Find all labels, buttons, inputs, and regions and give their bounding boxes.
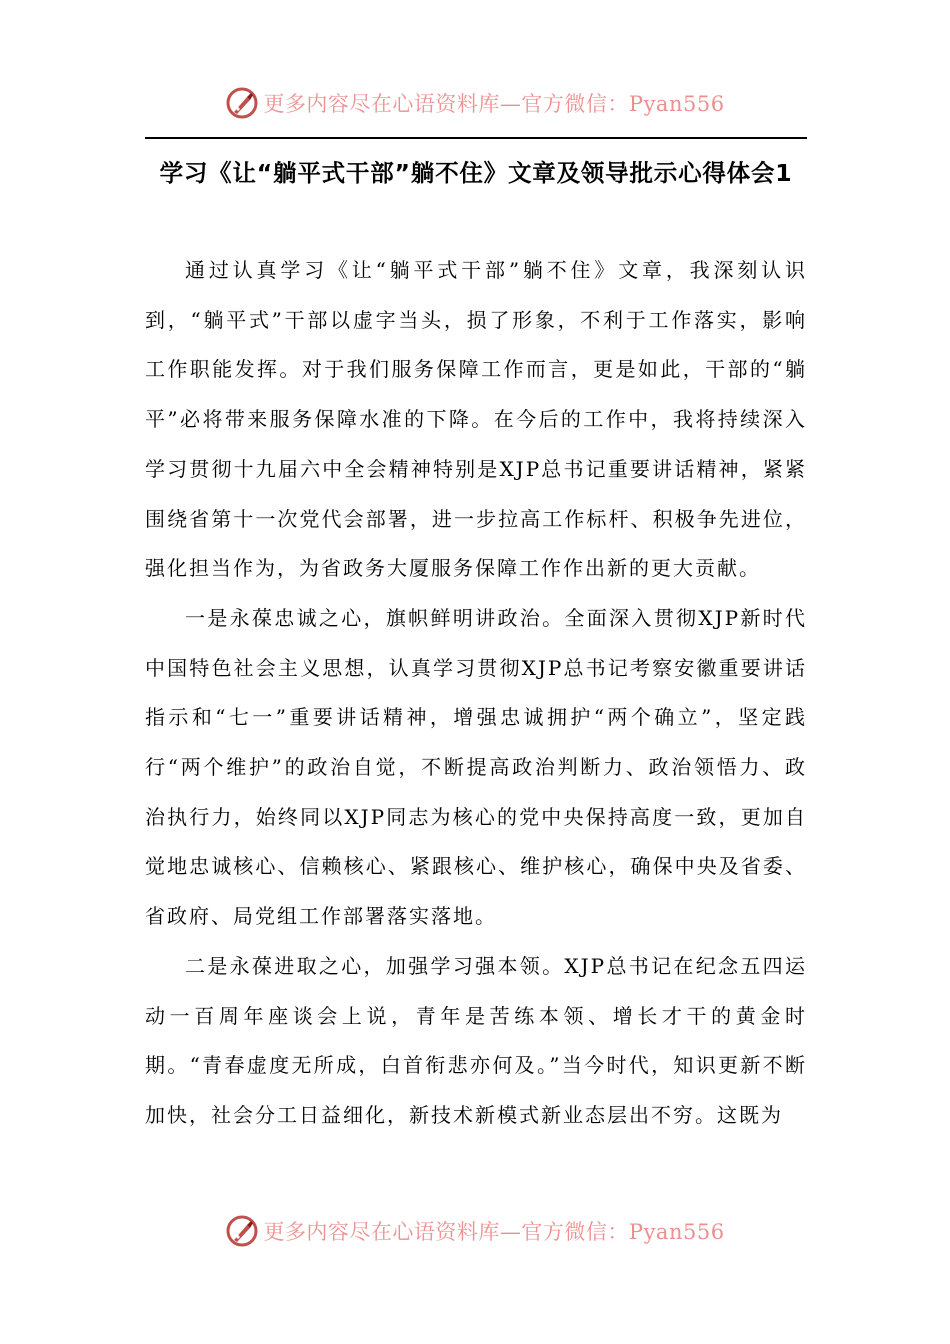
fountain-pen-logo-icon — [225, 1214, 259, 1248]
paragraph-3: 二是永葆进取之心，加强学习强本领。XJP总书记在纪念五四运动一百周年座谈会上说，青年是苦练本领、增长才干的黄金时期。“青春虚度无所成，白首衔悲亦何及。”当今时代，知识更新不断加快，社会分工日益细化，新技术新模式新业态层出不穷。这既为 — [145, 953, 807, 1127]
header-rule — [145, 137, 807, 139]
paragraph-1: 通过认真学习《让“躺平式干部”躺不住》文章，我深刻认识到，“躺平式”干部以虚字当头，损了形象，不利于工作落实，影响工作职能发挥。对于我们服务保障工作而言，更是如此，干部的“躺平”必将带来服务保障水准的下降。在今后的工作中，我将持续深入学习贯彻十九届六中全会精神特别是XJP总书记重要讲话精神，紧紧围绕省第十一次党代会部署，进一步拉高工作标杆、积极争先进位，强化担当作为，为省政务大厦服务保障工作作出新的更大贡献。 — [145, 258, 807, 581]
header-watermark-banner — [0, 81, 950, 125]
document-body — [145, 246, 807, 1141]
watermark-text: 更多内容尽在心语资料库—官方微信：Pyan556 — [263, 1220, 725, 1244]
fountain-pen-logo-icon — [225, 86, 259, 120]
watermark-text: 更多内容尽在心语资料库—官方微信：Pyan556 — [263, 92, 725, 116]
paragraph-2: 一是永葆忠诚之心，旗帜鲜明讲政治。全面深入贯彻XJP新时代中国特色社会主义思想，认真学习贯彻XJP总书记考察安徽重要讲话指示和“七一”重要讲话精神，增强忠诚拥护“两个确立”，坚定践行“两个维护”的政治自觉，不断提高政治判断力、政治领悟力、政治执行力，始终同以XJP同志为核心的党中央保持高度一致，更加自觉地忠诚核心、信赖核心、紧跟核心、维护核心，确保中央及省委、省政府、局党组工作部署落实落地。 — [145, 605, 807, 929]
document-title: 学习《让“躺平式干部”躺不住》文章及领导批示心得体会1 — [159, 159, 793, 187]
footer-watermark-banner — [0, 1209, 950, 1253]
